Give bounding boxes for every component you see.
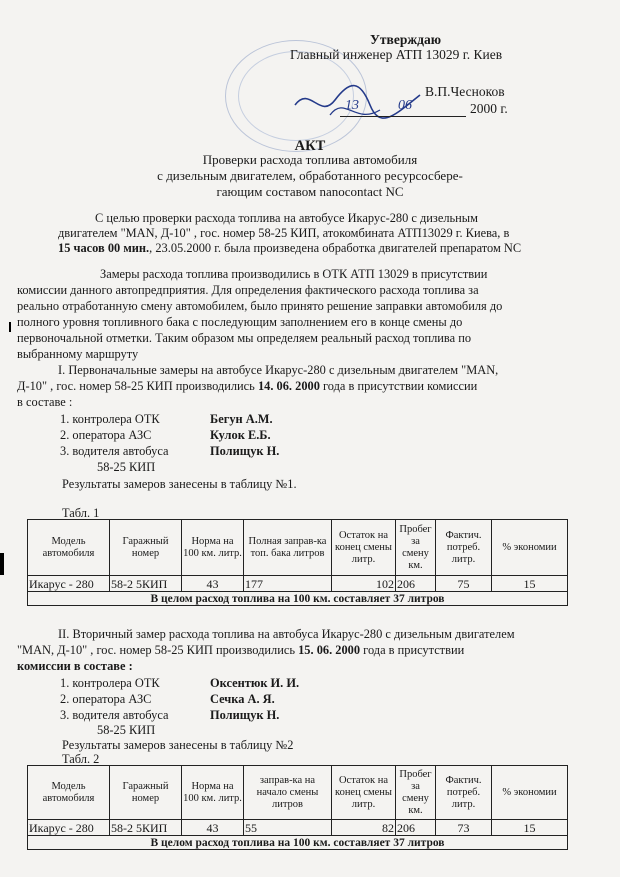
table-header-row [28, 520, 568, 576]
para2-line-5: первоночальной отметки. Таким образом мы определяем реальный расход топлива по [17, 331, 472, 345]
intro-line-3-rest: , 23.05.2000 г. была произведена обработка двигателей препаратом NC [149, 241, 522, 255]
header-cell: Фактич. потреб. литр. [436, 520, 492, 576]
intro-line-3 [58, 240, 521, 256]
table-summary: В целом расход топлива на 100 км. составляет 37 литров [28, 836, 568, 850]
table2-label: Табл. 2 [62, 752, 100, 766]
header-cell: % экономии [492, 520, 568, 576]
para2-line-2: комиссии данного автопредприятия. Для определения фактического расхода топлива за [17, 283, 479, 297]
table-1 [27, 519, 568, 606]
table-summary-row [28, 592, 568, 606]
section1-line-3: в составе : [17, 395, 73, 409]
table-cell: 55 [244, 820, 332, 836]
title-line-2: с дизельным двигателем, обработанного ресурсосбере- [157, 168, 463, 183]
table-cell: 82 [332, 820, 396, 836]
section2-line-2-end: года в присутствии [363, 643, 465, 657]
section2-member-role: 3. водителя автобуса [60, 708, 169, 722]
section2-line-1: II. Вторичный замер расхода топлива на автобуса Икарус-280 с дизельным двигателем [58, 627, 515, 641]
section2-member-role: 1. контролера ОТК [60, 676, 160, 690]
section2-member-name: Полищук Н. [210, 708, 280, 722]
section1-member-role: 2. оператора АЗС [60, 428, 152, 442]
table-row [28, 576, 568, 592]
approval-day: 13 [345, 98, 359, 113]
scan-edge-mark [9, 322, 11, 332]
title-line-1: Проверки расхода топлива автомобиля [202, 152, 418, 167]
header-cell: Модель автомобиля [28, 520, 110, 576]
header-cell: Фактич. потреб. литр. [436, 766, 492, 820]
section1-member-role: 1. контролера ОТК [60, 412, 160, 426]
intro-line-1: С целью проверки расхода топлива на автобусе Икарус-280 с дизельным [95, 211, 478, 225]
title-line-3: гающим составом nanocontact NC [216, 184, 404, 199]
table-cell: 206 [396, 820, 436, 836]
table-cell: 15 [492, 576, 568, 592]
header-cell: Пробег за смену км. [396, 766, 436, 820]
section2-member-role: 2. оператора АЗС [60, 692, 152, 706]
approval-label: Утверждаю [370, 32, 442, 47]
para2-line-6: выбранному маршруту [17, 347, 139, 361]
approval-year: 2000 г. [470, 101, 508, 116]
table-header-row [28, 766, 568, 820]
section1-line-2-end: года в присутствии комиссии [323, 379, 478, 393]
section1-date: 14. 06. 2000 [257, 379, 320, 393]
section2-date: 15. 06. 2000 [298, 643, 361, 657]
header-cell: Полная заправ-ка топ. бака литров [244, 520, 332, 576]
table-cell: 102 [332, 576, 396, 592]
section1-line-2-start: Д-10" , гос. номер 58-25 КИП производились [17, 379, 255, 393]
section2-line-2 [17, 642, 464, 658]
section2-line-2-start: "MAN, Д-10" , гос. номер 58-25 КИП производились [17, 643, 295, 657]
section2-member-name: Оксентюк И. И. [210, 676, 300, 690]
table-cell: 43 [182, 820, 244, 836]
table-cell: 43 [182, 576, 244, 592]
section2-line-3: комиссии в составе : [17, 659, 133, 673]
para2-line-4: полного уровня топливного бака с последующим заполнением его в конце смены до [17, 315, 463, 329]
header-cell: Остаток на конец смены литр. [332, 520, 396, 576]
section1-bus: 58-25 КИП [97, 460, 156, 474]
header-cell: заправ-ка на начало смены литров [244, 766, 332, 820]
table-cell: 73 [436, 820, 492, 836]
intro-line-2: двигателем "MAN, Д-10" , гос. номер 58-25 КИП, атокомбината АТП13029 г. Киева, в [58, 226, 510, 240]
section2-results: Результаты замеров занесены в таблицу №2 [62, 738, 294, 752]
table-cell: 177 [244, 576, 332, 592]
table-row [28, 820, 568, 836]
header-cell: Гаражный номер [110, 766, 182, 820]
header-cell: Остаток на конец смены литр. [332, 766, 396, 820]
doc-title: АКТ [294, 138, 326, 154]
table-summary-row [28, 836, 568, 850]
approval-name: В.П.Чесноков [425, 84, 505, 99]
header-cell: Пробег за смену км. [396, 520, 436, 576]
table-cell: 58-2 5КИП [110, 820, 182, 836]
table1-label: Табл. 1 [62, 506, 100, 520]
header-cell: Гаражный номер [110, 520, 182, 576]
section1-member-name: Бегун А.М. [210, 412, 273, 426]
table-cell: Икарус - 280 [28, 820, 110, 836]
table-cell: Икарус - 280 [28, 576, 110, 592]
para2-line-1: Замеры расхода топлива производились в ОТК АТП 13029 в присутствии [100, 267, 488, 281]
scan-edge-mark [0, 553, 4, 575]
approval-position: Главный инженер АТП 13029 г. Киев [290, 47, 503, 62]
section1-member-role: 3. водителя автобуса [60, 444, 169, 458]
section1-member-name: Кулок Е.Б. [210, 428, 271, 442]
header-cell: Модель автомобиля [28, 766, 110, 820]
table-cell: 15 [492, 820, 568, 836]
intro-time: 15 часов 00 мин. [58, 241, 150, 255]
para2-line-3: реально отработанную смену автомобилем, было принято решение заправки автомобиля до [17, 299, 503, 313]
table-cell: 206 [396, 576, 436, 592]
section2-bus: 58-25 КИП [97, 723, 156, 737]
table-summary: В целом расход топлива на 100 км. составляет 37 литров [28, 592, 568, 606]
table-2 [27, 765, 568, 850]
section1-line-2 [17, 378, 477, 394]
section1-line-1: I. Первоначальные замеры на автобусе Икарус-280 с дизельным двигателем "MAN, [58, 363, 499, 377]
header-cell: Норма на 100 км. литр. [182, 520, 244, 576]
section1-results: Результаты замеров занесены в таблицу №1. [62, 477, 297, 491]
header-cell: % экономии [492, 766, 568, 820]
table-cell: 75 [436, 576, 492, 592]
section2-member-name: Сечка А. Я. [210, 692, 275, 706]
header-cell: Норма на 100 км. литр. [182, 766, 244, 820]
section1-member-name: Полищук Н. [210, 444, 280, 458]
table-cell: 58-2 5КИП [110, 576, 182, 592]
approval-month: 06 [398, 98, 412, 113]
